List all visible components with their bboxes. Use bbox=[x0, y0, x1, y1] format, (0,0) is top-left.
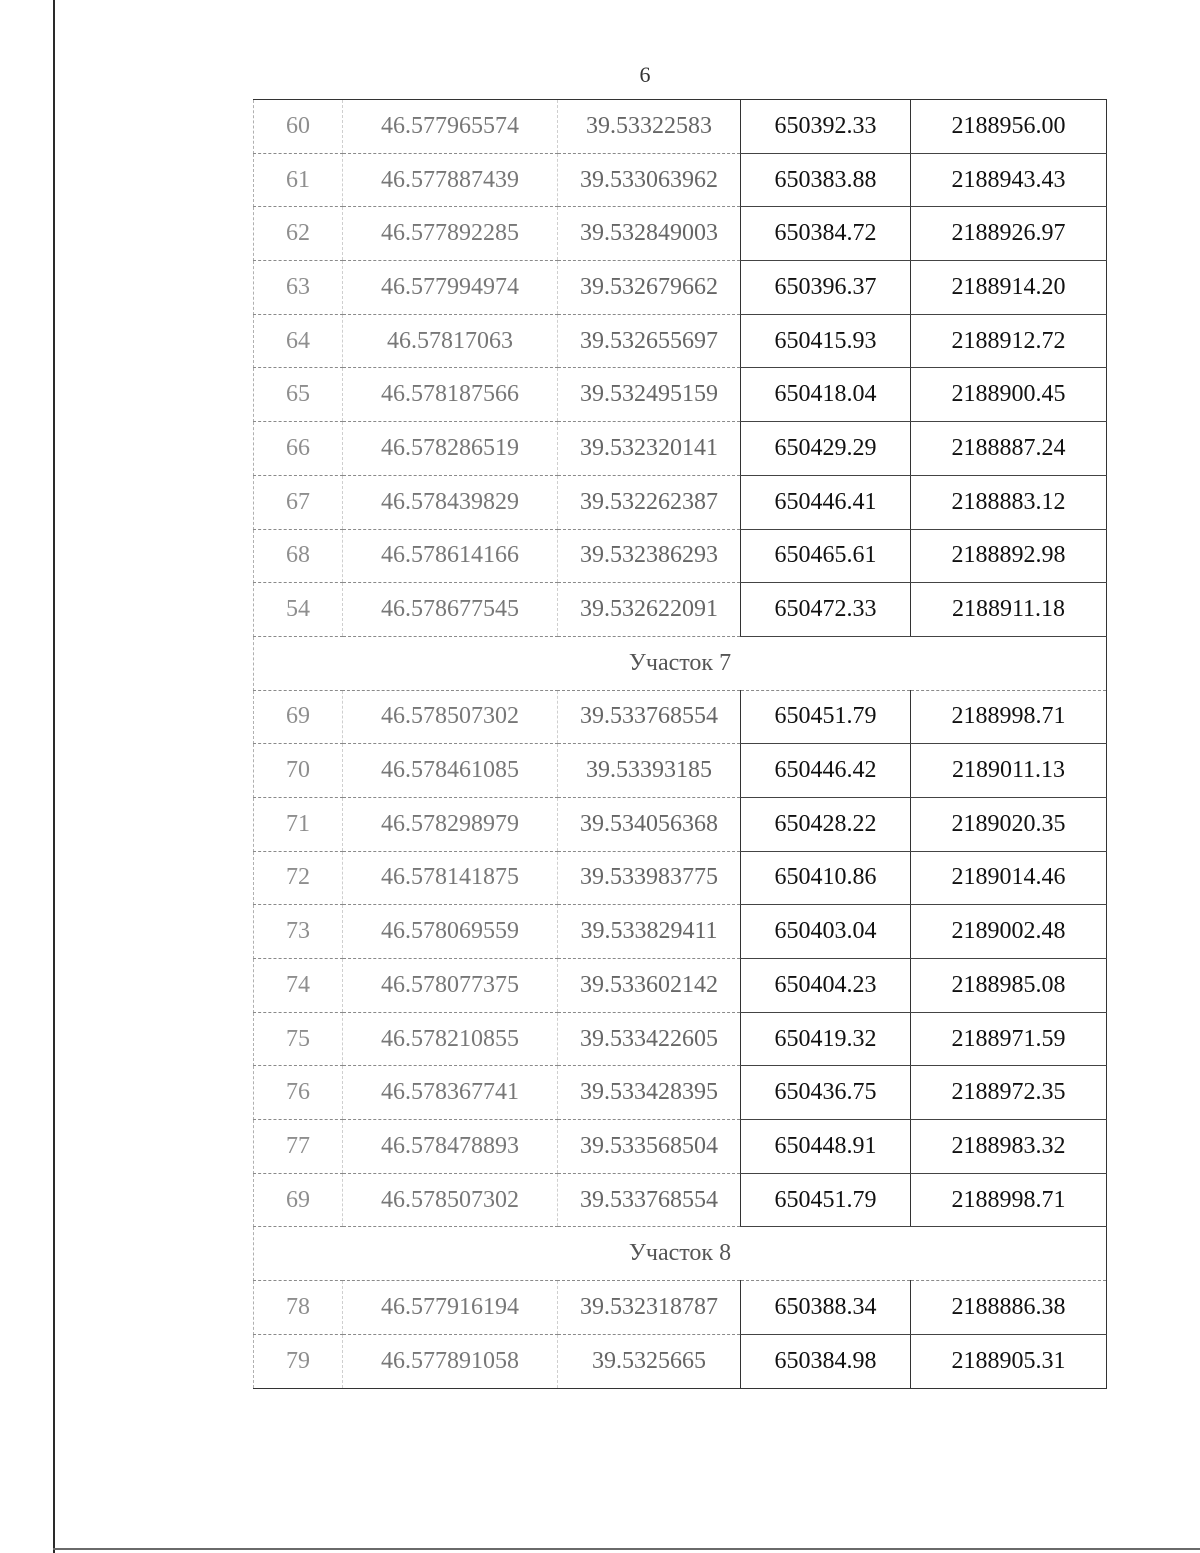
table-row bbox=[254, 475, 1107, 529]
point-number-cell: 77 bbox=[254, 1120, 343, 1174]
longitude-cell: 39.533983775 bbox=[558, 851, 741, 905]
y-coordinate-cell: 2188985.08 bbox=[911, 959, 1107, 1013]
x-coordinate-cell: 650388.34 bbox=[741, 1281, 911, 1335]
table-row bbox=[254, 1334, 1107, 1388]
latitude-cell: 46.578298979 bbox=[343, 797, 558, 851]
y-coordinate-cell: 2189011.13 bbox=[911, 744, 1107, 798]
table-row bbox=[254, 1281, 1107, 1335]
x-coordinate-cell: 650446.41 bbox=[741, 475, 911, 529]
y-coordinate-cell: 2188911.18 bbox=[911, 583, 1107, 637]
x-coordinate-cell: 650403.04 bbox=[741, 905, 911, 959]
table-row bbox=[254, 959, 1107, 1013]
latitude-cell: 46.578077375 bbox=[343, 959, 558, 1013]
table-row bbox=[254, 744, 1107, 798]
x-coordinate-cell: 650436.75 bbox=[741, 1066, 911, 1120]
y-coordinate-cell: 2188983.32 bbox=[911, 1120, 1107, 1174]
latitude-cell: 46.578507302 bbox=[343, 1173, 558, 1227]
point-number-cell: 61 bbox=[254, 153, 343, 207]
y-coordinate-cell: 2189020.35 bbox=[911, 797, 1107, 851]
latitude-cell: 46.578677545 bbox=[343, 583, 558, 637]
longitude-cell: 39.533422605 bbox=[558, 1012, 741, 1066]
longitude-cell: 39.532622091 bbox=[558, 583, 741, 637]
table-row bbox=[254, 261, 1107, 315]
y-coordinate-cell: 2188914.20 bbox=[911, 261, 1107, 315]
point-number-cell: 78 bbox=[254, 1281, 343, 1335]
scan-bottom-edge bbox=[53, 1548, 1200, 1550]
y-coordinate-cell: 2188900.45 bbox=[911, 368, 1107, 422]
latitude-cell: 46.577891058 bbox=[343, 1334, 558, 1388]
longitude-cell: 39.53393185 bbox=[558, 744, 741, 798]
point-number-cell: 63 bbox=[254, 261, 343, 315]
longitude-cell: 39.533063962 bbox=[558, 153, 741, 207]
longitude-cell: 39.532318787 bbox=[558, 1281, 741, 1335]
coordinates-table-body bbox=[254, 100, 1107, 1389]
longitude-cell: 39.532386293 bbox=[558, 529, 741, 583]
point-number-cell: 66 bbox=[254, 422, 343, 476]
table-row bbox=[254, 368, 1107, 422]
table-row bbox=[254, 905, 1107, 959]
point-number-cell: 67 bbox=[254, 475, 343, 529]
latitude-cell: 46.578141875 bbox=[343, 851, 558, 905]
latitude-cell: 46.577892285 bbox=[343, 207, 558, 261]
table-row bbox=[254, 851, 1107, 905]
x-coordinate-cell: 650451.79 bbox=[741, 690, 911, 744]
point-number-cell: 76 bbox=[254, 1066, 343, 1120]
longitude-cell: 39.5325665 bbox=[558, 1334, 741, 1388]
x-coordinate-cell: 650384.98 bbox=[741, 1334, 911, 1388]
section-header-row bbox=[254, 636, 1107, 690]
y-coordinate-cell: 2188998.71 bbox=[911, 690, 1107, 744]
x-coordinate-cell: 650392.33 bbox=[741, 100, 911, 154]
longitude-cell: 39.532679662 bbox=[558, 261, 741, 315]
latitude-cell: 46.578187566 bbox=[343, 368, 558, 422]
point-number-cell: 75 bbox=[254, 1012, 343, 1066]
longitude-cell: 39.533768554 bbox=[558, 1173, 741, 1227]
x-coordinate-cell: 650446.42 bbox=[741, 744, 911, 798]
y-coordinate-cell: 2188883.12 bbox=[911, 475, 1107, 529]
latitude-cell: 46.577965574 bbox=[343, 100, 558, 154]
table-row bbox=[254, 690, 1107, 744]
y-coordinate-cell: 2188912.72 bbox=[911, 314, 1107, 368]
longitude-cell: 39.533602142 bbox=[558, 959, 741, 1013]
y-coordinate-cell: 2189002.48 bbox=[911, 905, 1107, 959]
x-coordinate-cell: 650404.23 bbox=[741, 959, 911, 1013]
point-number-cell: 62 bbox=[254, 207, 343, 261]
x-coordinate-cell: 650384.72 bbox=[741, 207, 911, 261]
scan-left-edge bbox=[53, 0, 55, 1553]
section-label: Участок 8 bbox=[254, 1227, 1107, 1281]
x-coordinate-cell: 650451.79 bbox=[741, 1173, 911, 1227]
point-number-cell: 60 bbox=[254, 100, 343, 154]
x-coordinate-cell: 650396.37 bbox=[741, 261, 911, 315]
x-coordinate-cell: 650465.61 bbox=[741, 529, 911, 583]
x-coordinate-cell: 650415.93 bbox=[741, 314, 911, 368]
point-number-cell: 79 bbox=[254, 1334, 343, 1388]
latitude-cell: 46.578069559 bbox=[343, 905, 558, 959]
point-number-cell: 64 bbox=[254, 314, 343, 368]
table-row bbox=[254, 207, 1107, 261]
table-row bbox=[254, 583, 1107, 637]
y-coordinate-cell: 2188905.31 bbox=[911, 1334, 1107, 1388]
section-label: Участок 7 bbox=[254, 636, 1107, 690]
y-coordinate-cell: 2189014.46 bbox=[911, 851, 1107, 905]
table-row bbox=[254, 797, 1107, 851]
latitude-cell: 46.578614166 bbox=[343, 529, 558, 583]
longitude-cell: 39.532655697 bbox=[558, 314, 741, 368]
longitude-cell: 39.534056368 bbox=[558, 797, 741, 851]
y-coordinate-cell: 2188926.97 bbox=[911, 207, 1107, 261]
table-row bbox=[254, 100, 1107, 154]
section-header-row bbox=[254, 1227, 1107, 1281]
y-coordinate-cell: 2188943.43 bbox=[911, 153, 1107, 207]
latitude-cell: 46.577916194 bbox=[343, 1281, 558, 1335]
latitude-cell: 46.577887439 bbox=[343, 153, 558, 207]
latitude-cell: 46.578286519 bbox=[343, 422, 558, 476]
x-coordinate-cell: 650383.88 bbox=[741, 153, 911, 207]
point-number-cell: 73 bbox=[254, 905, 343, 959]
page-number: 6 bbox=[639, 62, 651, 87]
longitude-cell: 39.532849003 bbox=[558, 207, 741, 261]
point-number-cell: 65 bbox=[254, 368, 343, 422]
point-number-cell: 71 bbox=[254, 797, 343, 851]
table-row bbox=[254, 1173, 1107, 1227]
point-number-cell: 74 bbox=[254, 959, 343, 1013]
table-row bbox=[254, 1012, 1107, 1066]
y-coordinate-cell: 2188956.00 bbox=[911, 100, 1107, 154]
x-coordinate-cell: 650410.86 bbox=[741, 851, 911, 905]
longitude-cell: 39.533568504 bbox=[558, 1120, 741, 1174]
x-coordinate-cell: 650429.29 bbox=[741, 422, 911, 476]
point-number-cell: 69 bbox=[254, 1173, 343, 1227]
table-row bbox=[254, 314, 1107, 368]
latitude-cell: 46.578461085 bbox=[343, 744, 558, 798]
table-row bbox=[254, 1120, 1107, 1174]
x-coordinate-cell: 650428.22 bbox=[741, 797, 911, 851]
y-coordinate-cell: 2188892.98 bbox=[911, 529, 1107, 583]
x-coordinate-cell: 650419.32 bbox=[741, 1012, 911, 1066]
x-coordinate-cell: 650418.04 bbox=[741, 368, 911, 422]
point-number-cell: 54 bbox=[254, 583, 343, 637]
longitude-cell: 39.532495159 bbox=[558, 368, 741, 422]
longitude-cell: 39.53322583 bbox=[558, 100, 741, 154]
table-row bbox=[254, 1066, 1107, 1120]
x-coordinate-cell: 650472.33 bbox=[741, 583, 911, 637]
latitude-cell: 46.578210855 bbox=[343, 1012, 558, 1066]
latitude-cell: 46.578367741 bbox=[343, 1066, 558, 1120]
latitude-cell: 46.577994974 bbox=[343, 261, 558, 315]
table-row bbox=[254, 422, 1107, 476]
y-coordinate-cell: 2188887.24 bbox=[911, 422, 1107, 476]
point-number-cell: 69 bbox=[254, 690, 343, 744]
longitude-cell: 39.532320141 bbox=[558, 422, 741, 476]
point-number-cell: 68 bbox=[254, 529, 343, 583]
table-row bbox=[254, 153, 1107, 207]
coordinates-table bbox=[253, 99, 1107, 1389]
x-coordinate-cell: 650448.91 bbox=[741, 1120, 911, 1174]
longitude-cell: 39.533768554 bbox=[558, 690, 741, 744]
y-coordinate-cell: 2188886.38 bbox=[911, 1281, 1107, 1335]
latitude-cell: 46.578478893 bbox=[343, 1120, 558, 1174]
latitude-cell: 46.57817063 bbox=[343, 314, 558, 368]
latitude-cell: 46.578507302 bbox=[343, 690, 558, 744]
latitude-cell: 46.578439829 bbox=[343, 475, 558, 529]
longitude-cell: 39.533829411 bbox=[558, 905, 741, 959]
table-row bbox=[254, 529, 1107, 583]
y-coordinate-cell: 2188998.71 bbox=[911, 1173, 1107, 1227]
y-coordinate-cell: 2188971.59 bbox=[911, 1012, 1107, 1066]
y-coordinate-cell: 2188972.35 bbox=[911, 1066, 1107, 1120]
longitude-cell: 39.533428395 bbox=[558, 1066, 741, 1120]
point-number-cell: 70 bbox=[254, 744, 343, 798]
point-number-cell: 72 bbox=[254, 851, 343, 905]
longitude-cell: 39.532262387 bbox=[558, 475, 741, 529]
